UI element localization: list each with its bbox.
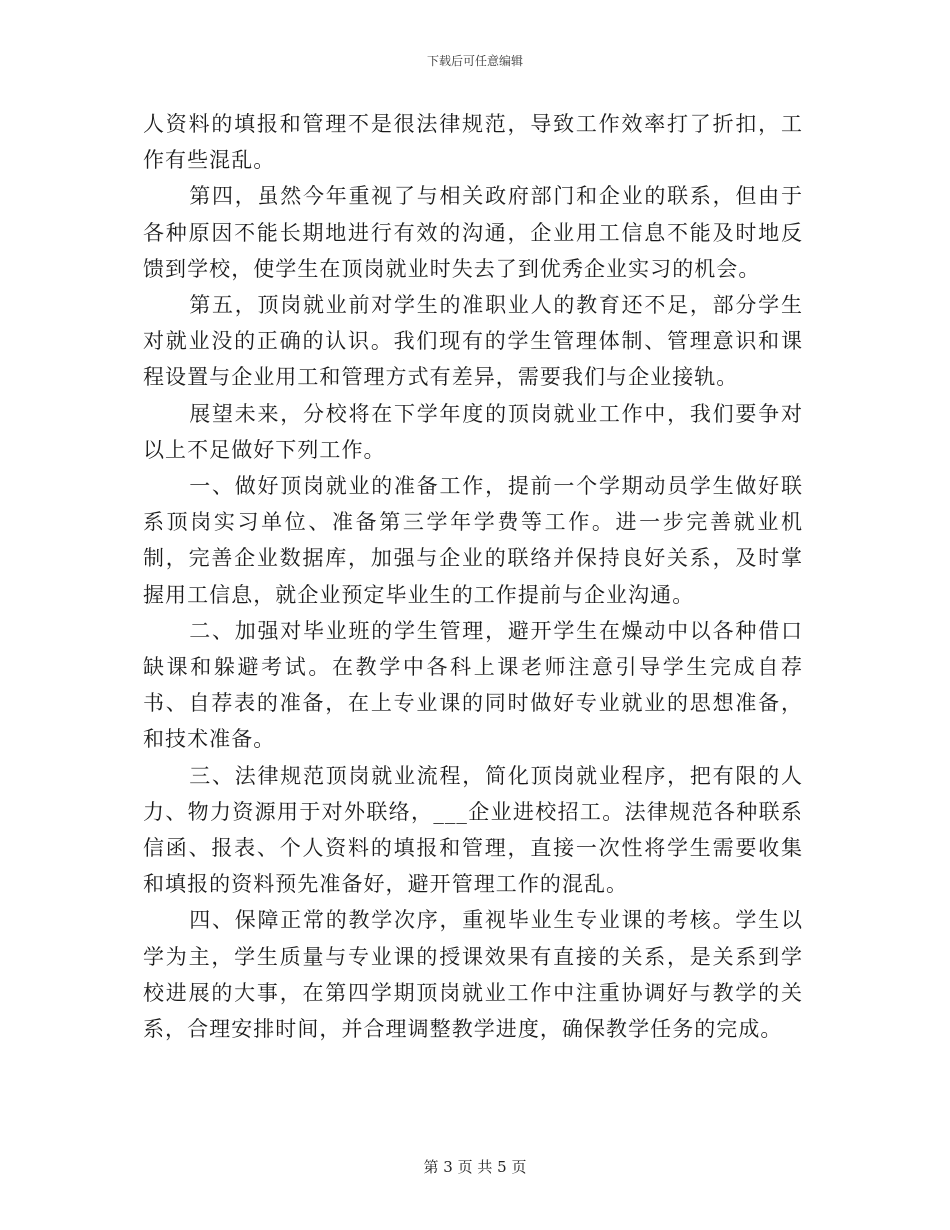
paragraph-continuation: 人资料的填报和管理不是很法律规范，导致工作效率打了折扣，工作有些混乱。 xyxy=(143,112,803,173)
page-number-footer: 第 3 页 共 5 页 xyxy=(423,1158,527,1176)
paragraph-fifth-point: 第五，顶岗就业前对学生的准职业人的教育还不足，部分学生对就业没的正确的认识。我们现有的学生管理体制、管理意识和课程设置与企业用工和管理方式有差异，需要我们与企业接轨。 xyxy=(143,293,803,390)
paragraph-item-two: 二、加强对毕业班的学生管理，避开学生在燥动中以各种借口缺课和躲避考试。在教学中各科上课老师注意引导学生完成自荐书、自荐表的准备，在上专业课的同时做好专业就业的思想准备，和技术准备。 xyxy=(143,618,803,752)
page-header: 下载后可任意编辑 xyxy=(426,54,523,68)
paragraph-fourth-point: 第四，虽然今年重视了与相关政府部门和企业的联系，但由于各种原因不能长期地进行有效的沟通，企业用工信息不能及时地反馈到学校，使学生在顶岗就业时失去了到优秀企业实习的机会。 xyxy=(143,184,803,281)
paragraph-item-four: 四、保障正常的教学次序，重视毕业生专业课的考核。学生以学为主，学生质量与专业课的授课效果有直接的关系，是关系到学校进展的大事，在第四学期顶岗就业工作中注重协调好与教学的关系，合理安排时间，并合理调整教学进度，确保教学任务的完成。 xyxy=(143,908,803,1042)
paragraph-outlook: 展望未来，分校将在下学年度的顶岗就业工作中，我们要争对以上不足做好下列工作。 xyxy=(143,401,803,462)
paragraph-item-one: 一、做好顶岗就业的准备工作，提前一个学期动员学生做好联系顶岗实习单位、准备第三学年学费等工作。进一步完善就业机制，完善企业数据库，加强与企业的联络并保持良好关系，及时掌握用工信息，就企业预定毕业生的工作提前与企业沟通。 xyxy=(143,474,803,607)
document-body xyxy=(143,106,803,1047)
paragraph-item-three: 三、法律规范顶岗就业流程，简化顶岗就业程序，把有限的人力、物力资源用于对外联络，___企业进校招工。法律规范各种联系信函、报表、个人资料的填报和管理，直接一次性将学生需要收集和填报的资料预先准备好，避开管理工作的混乱。 xyxy=(143,763,803,897)
